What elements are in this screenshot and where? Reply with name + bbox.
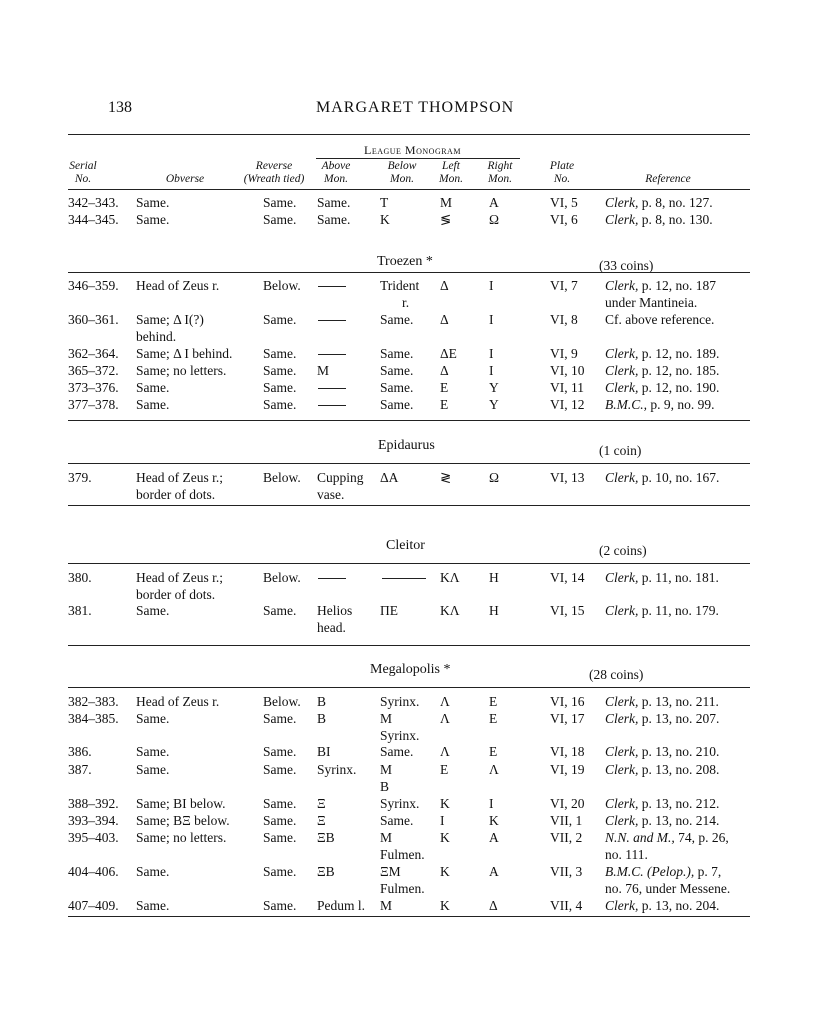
- epidaurus-rule: [68, 463, 750, 464]
- reference-detail: p. 13, no. 211.: [638, 694, 719, 709]
- serial-no: 346–359.: [68, 278, 119, 293]
- obverse: Same.: [136, 212, 170, 227]
- below-mon: Same.: [380, 363, 414, 378]
- table-bottom-rule: [68, 916, 750, 917]
- left-mon: E: [440, 762, 449, 777]
- right-mon: Λ: [489, 762, 499, 777]
- above-mon: Ξ: [317, 813, 326, 828]
- reference-source: B.M.C.,: [605, 397, 647, 412]
- troezen-end-rule: [68, 420, 750, 421]
- serial-no: 365–372.: [68, 363, 119, 378]
- below-mon-cont: Fulmen.: [380, 881, 425, 896]
- empty-dash: [318, 286, 346, 287]
- empty-dash: [382, 578, 426, 579]
- reference-source: Clerk,: [605, 694, 639, 709]
- reference-source: Clerk,: [605, 346, 639, 361]
- reference: [605, 813, 719, 828]
- below-mon: M: [380, 830, 393, 845]
- reverse: Same.: [263, 603, 297, 618]
- reference: [605, 603, 719, 618]
- left-mon: K: [440, 830, 450, 845]
- reference: [605, 830, 729, 845]
- reference: [605, 694, 719, 709]
- plate-no: VI, 14: [550, 570, 585, 585]
- reference-cont: no. 111.: [605, 847, 648, 862]
- reference: [605, 711, 719, 726]
- right-mon: Ω: [489, 470, 500, 485]
- reverse: Same.: [263, 195, 297, 210]
- reverse: Same.: [263, 346, 297, 361]
- reverse: Same.: [263, 744, 297, 759]
- left-mon: Λ: [440, 694, 450, 709]
- serial-no: 388–392.: [68, 796, 119, 811]
- obverse: Same.: [136, 744, 170, 759]
- col-above: Above Mon.: [321, 160, 351, 185]
- reference: [605, 796, 719, 811]
- above-mon: Syrinx.: [317, 762, 357, 777]
- obverse: Same.: [136, 762, 170, 777]
- col-plate: Plate No.: [549, 160, 575, 185]
- obverse: Same.: [136, 380, 170, 395]
- above-mon: Cupping: [317, 470, 364, 485]
- left-mon: KΛ: [440, 603, 460, 618]
- empty-dash: [318, 320, 346, 321]
- serial-no: 373–376.: [68, 380, 119, 395]
- col-reverse: Reverse (Wreath tied): [243, 160, 305, 185]
- below-mon: Syrinx.: [380, 694, 420, 709]
- reference-detail: p. 7,: [694, 864, 722, 879]
- reference-detail: p. 9, no. 99.: [647, 397, 715, 412]
- reference-source: Clerk,: [605, 278, 639, 293]
- left-mon: K: [440, 898, 450, 913]
- obverse: Same; BΞ below.: [136, 813, 230, 828]
- right-mon: I: [489, 363, 494, 378]
- reference-cont: no. 76, under Messene.: [605, 881, 731, 896]
- below-mon: Same.: [380, 397, 414, 412]
- obverse: Same.: [136, 898, 170, 913]
- reference-detail: p. 13, no. 212.: [638, 796, 720, 811]
- serial-no: 384–385.: [68, 711, 119, 726]
- below-mon: T: [380, 195, 389, 210]
- reference-source: Clerk,: [605, 195, 639, 210]
- reverse: Same.: [263, 397, 297, 412]
- right-mon: I: [489, 278, 494, 293]
- plate-no: VI, 12: [550, 397, 585, 412]
- league-rule: [316, 158, 520, 159]
- left-mon: ≶: [440, 212, 452, 227]
- left-mon: Δ: [440, 278, 449, 293]
- left-mon: ≷: [440, 470, 452, 485]
- col-reference: Reference: [645, 173, 691, 185]
- plate-no: VI, 19: [550, 762, 585, 777]
- reference-source: Clerk,: [605, 470, 639, 485]
- serial-no: 360–361.: [68, 312, 119, 327]
- serial-no: 393–394.: [68, 813, 119, 828]
- right-mon: H: [489, 570, 499, 585]
- above-mon: ΞB: [317, 830, 335, 845]
- left-mon: Λ: [440, 711, 450, 726]
- below-mon-cont: r.: [402, 295, 410, 310]
- left-mon: KΛ: [440, 570, 460, 585]
- serial-no: 386.: [68, 744, 92, 759]
- serial-no: 344–345.: [68, 212, 119, 227]
- serial-no: 342–343.: [68, 195, 119, 210]
- serial-no: 387.: [68, 762, 92, 777]
- serial-no: 407–409.: [68, 898, 119, 913]
- plate-no: VII, 2: [550, 830, 583, 845]
- obverse: Same.: [136, 195, 170, 210]
- reverse: Below.: [263, 570, 301, 585]
- right-mon: A: [489, 195, 499, 210]
- above-mon: M: [317, 363, 330, 378]
- below-mon: Same.: [380, 380, 414, 395]
- below-mon: Syrinx.: [380, 796, 420, 811]
- below-mon-cont: Fulmen.: [380, 847, 425, 862]
- obverse-cont: behind.: [136, 329, 177, 344]
- obverse: Same; no letters.: [136, 830, 227, 845]
- reference-detail: p. 11, no. 181.: [638, 570, 719, 585]
- right-mon: H: [489, 603, 499, 618]
- reference-detail: p. 13, no. 210.: [638, 744, 720, 759]
- reference: [605, 762, 719, 777]
- above-mon-cont: head.: [317, 620, 346, 635]
- reference-source: Clerk,: [605, 711, 639, 726]
- above-mon: Same.: [317, 212, 351, 227]
- reference-detail: p. 8, no. 130.: [638, 212, 713, 227]
- below-mon: ΞM: [380, 864, 401, 879]
- reference: [605, 380, 719, 395]
- reference-detail: p. 10, no. 167.: [638, 470, 720, 485]
- above-mon: B: [317, 711, 327, 726]
- col-below: Below Mon.: [387, 160, 417, 185]
- plate-no: VI, 20: [550, 796, 585, 811]
- above-mon-cont: vase.: [317, 487, 345, 502]
- section-megalopolis-count: (28 coins): [589, 667, 644, 682]
- section-epidaurus-count: (1 coin): [599, 443, 642, 458]
- left-mon: I: [440, 813, 445, 828]
- plate-no: VI, 18: [550, 744, 585, 759]
- plate-no: VI, 15: [550, 603, 585, 618]
- reference-detail: p. 13, no. 208.: [638, 762, 720, 777]
- col-left: Left Mon.: [439, 160, 463, 185]
- reference: [605, 312, 714, 327]
- above-mon: Pedum l.: [317, 898, 366, 913]
- right-mon: Y: [489, 380, 499, 395]
- serial-no: 381.: [68, 603, 92, 618]
- serial-no: 404–406.: [68, 864, 119, 879]
- reference: [605, 898, 719, 913]
- serial-no: 382–383.: [68, 694, 119, 709]
- below-mon: Same.: [380, 813, 414, 828]
- right-mon: Y: [489, 397, 499, 412]
- reference-detail: p. 12, no. 185.: [638, 363, 720, 378]
- below-mon: ΔA: [380, 470, 399, 485]
- reverse: Same.: [263, 830, 297, 845]
- section-cleitor: Cleitor: [386, 538, 425, 553]
- reference: [605, 470, 719, 485]
- serial-no: 380.: [68, 570, 92, 585]
- reference-detail: p. 13, no. 207.: [638, 711, 720, 726]
- reverse: Same.: [263, 796, 297, 811]
- reverse: Below.: [263, 278, 301, 293]
- section-megalopolis: Megalopolis *: [370, 662, 451, 677]
- right-mon: E: [489, 744, 498, 759]
- reverse: Same.: [263, 864, 297, 879]
- below-mon: Trident: [380, 278, 420, 293]
- troezen-rule: [68, 272, 750, 273]
- page-author: MARGARET THOMPSON: [316, 99, 515, 116]
- reference-source: Clerk,: [605, 570, 639, 585]
- col-right: Right Mon.: [487, 160, 513, 185]
- plate-no: VI, 10: [550, 363, 585, 378]
- plate-no: VI, 16: [550, 694, 585, 709]
- section-epidaurus: Epidaurus: [378, 438, 435, 453]
- plate-no: VII, 4: [550, 898, 583, 913]
- empty-dash: [318, 578, 346, 579]
- obverse-cont: border of dots.: [136, 487, 216, 502]
- above-mon: ΞB: [317, 864, 335, 879]
- reference-source: Clerk,: [605, 380, 639, 395]
- above-mon: Ξ: [317, 796, 326, 811]
- obverse: Same.: [136, 603, 170, 618]
- right-mon: I: [489, 346, 494, 361]
- above-mon: B: [317, 694, 327, 709]
- reverse: Same.: [263, 363, 297, 378]
- reference-detail: p. 8, no. 127.: [638, 195, 713, 210]
- left-mon: Δ: [440, 363, 449, 378]
- reference-source: Clerk,: [605, 813, 639, 828]
- plate-no: VI, 13: [550, 470, 585, 485]
- left-mon: Λ: [440, 744, 450, 759]
- reference: [605, 195, 713, 210]
- reverse: Same.: [263, 898, 297, 913]
- reference-detail: p. 13, no. 214.: [638, 813, 720, 828]
- section-cleitor-count: (2 coins): [599, 543, 647, 558]
- obverse: Same; BI below.: [136, 796, 226, 811]
- megalopolis-rule: [68, 687, 750, 688]
- below-mon: K: [380, 212, 390, 227]
- reference-detail: p. 12, no. 190.: [638, 380, 720, 395]
- obverse: Same; no letters.: [136, 363, 227, 378]
- left-mon: K: [440, 796, 450, 811]
- right-mon: E: [489, 711, 498, 726]
- col-obverse: Obverse: [165, 173, 205, 185]
- reference-source: Clerk,: [605, 898, 639, 913]
- league-monogram-header: League Monogram: [364, 143, 461, 157]
- table-top-rule: [68, 134, 750, 135]
- right-mon: A: [489, 864, 499, 879]
- below-mon: M: [380, 898, 393, 913]
- left-mon: E: [440, 380, 449, 395]
- empty-dash: [318, 405, 346, 406]
- reference-detail: 74, p. 26,: [674, 830, 729, 845]
- reverse: Same.: [263, 212, 297, 227]
- obverse: Same; Δ I behind.: [136, 346, 233, 361]
- reference-source: B.M.C. (Pelop.),: [605, 864, 695, 879]
- empty-dash: [318, 388, 346, 389]
- plate-no: VI, 8: [550, 312, 578, 327]
- left-mon: E: [440, 397, 449, 412]
- obverse: Same.: [136, 864, 170, 879]
- right-mon: K: [489, 813, 499, 828]
- page-number: 138: [108, 99, 132, 116]
- right-mon: A: [489, 830, 499, 845]
- reference-source: Clerk,: [605, 212, 639, 227]
- reference-source: Clerk,: [605, 796, 639, 811]
- obverse-cont: border of dots.: [136, 587, 216, 602]
- reference-source: Clerk,: [605, 363, 639, 378]
- col-serial: Serial No.: [69, 160, 97, 185]
- obverse: Same.: [136, 397, 170, 412]
- above-mon: Helios: [317, 603, 353, 618]
- obverse: Head of Zeus r.: [136, 694, 220, 709]
- reference-detail: p. 11, no. 179.: [638, 603, 719, 618]
- above-mon: Same.: [317, 195, 351, 210]
- serial-no: 379.: [68, 470, 92, 485]
- plate-no: VI, 7: [550, 278, 578, 293]
- reference: [605, 212, 713, 227]
- left-mon: ΔE: [440, 346, 457, 361]
- left-mon: K: [440, 864, 450, 879]
- plate-no: VI, 9: [550, 346, 578, 361]
- right-mon: I: [489, 796, 494, 811]
- reverse: Same.: [263, 312, 297, 327]
- below-mon: Same.: [380, 346, 414, 361]
- obverse: Head of Zeus r.;: [136, 570, 223, 585]
- reference: [605, 278, 716, 293]
- serial-no: 377–378.: [68, 397, 119, 412]
- right-mon: E: [489, 694, 498, 709]
- reference: [605, 346, 719, 361]
- section-troezen: Troezen *: [377, 254, 433, 269]
- reference: [605, 744, 719, 759]
- right-mon: Δ: [489, 898, 498, 913]
- right-mon: I: [489, 312, 494, 327]
- obverse: Head of Zeus r.: [136, 278, 220, 293]
- reference-cont: under Mantineia.: [605, 295, 698, 310]
- below-mon-cont: Syrinx.: [380, 728, 420, 743]
- below-mon: ΠE: [380, 603, 398, 618]
- reference-source: Clerk,: [605, 603, 639, 618]
- reference: [605, 570, 719, 585]
- reference: [605, 397, 715, 412]
- below-mon: M: [380, 762, 393, 777]
- serial-no: 362–364.: [68, 346, 119, 361]
- plate-no: VI, 11: [550, 380, 584, 395]
- cleitor-rule: [68, 563, 750, 564]
- header-bottom-rule: [68, 189, 750, 190]
- reference-detail: p. 12, no. 189.: [638, 346, 720, 361]
- section-troezen-count: (33 coins): [599, 258, 654, 273]
- below-mon: Same.: [380, 744, 414, 759]
- below-mon: M: [380, 711, 393, 726]
- obverse: Same; Δ I(?): [136, 312, 204, 327]
- left-mon: M: [440, 195, 453, 210]
- plate-no: VII, 3: [550, 864, 583, 879]
- reverse: Same.: [263, 762, 297, 777]
- reverse: Below.: [263, 694, 301, 709]
- above-mon: BI: [317, 744, 331, 759]
- reference: [605, 864, 721, 879]
- obverse: Head of Zeus r.;: [136, 470, 223, 485]
- reference-detail: p. 13, no. 204.: [638, 898, 720, 913]
- serial-no: 395–403.: [68, 830, 119, 845]
- reverse: Same.: [263, 380, 297, 395]
- empty-dash: [318, 354, 346, 355]
- left-mon: Δ: [440, 312, 449, 327]
- plate-no: VI, 5: [550, 195, 578, 210]
- plate-no: VI, 17: [550, 711, 585, 726]
- right-mon: Ω: [489, 212, 500, 227]
- reference-detail: p. 12, no. 187: [638, 278, 716, 293]
- reference: [605, 363, 719, 378]
- reverse: Same.: [263, 813, 297, 828]
- epidaurus-end-rule: [68, 505, 750, 506]
- reference-source: Clerk,: [605, 762, 639, 777]
- below-mon: Same.: [380, 312, 414, 327]
- plate-no: VII, 1: [550, 813, 583, 828]
- reference-detail: Cf. above reference.: [605, 312, 715, 327]
- obverse: Same.: [136, 711, 170, 726]
- reverse: Same.: [263, 711, 297, 726]
- plate-no: VI, 6: [550, 212, 578, 227]
- reference-source: N.N. and M.,: [605, 830, 675, 845]
- below-mon-cont: B: [380, 779, 390, 794]
- reference-source: Clerk,: [605, 744, 639, 759]
- cleitor-end-rule: [68, 645, 750, 646]
- reverse: Below.: [263, 470, 301, 485]
